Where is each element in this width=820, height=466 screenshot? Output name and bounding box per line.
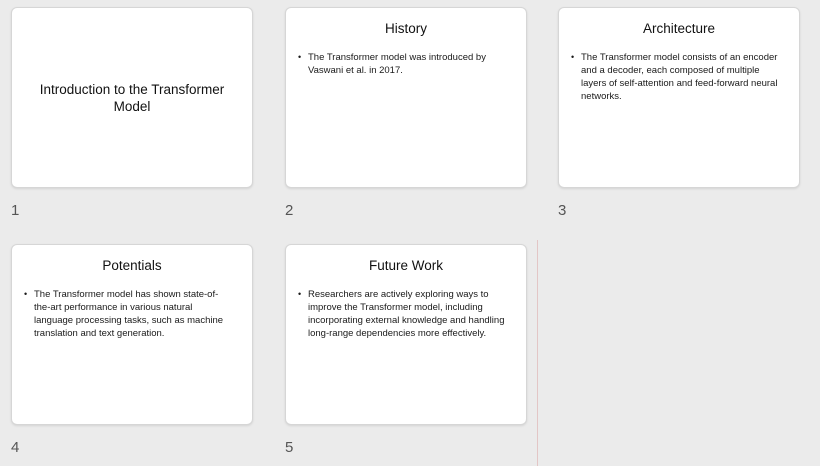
slide-thumbnail-5[interactable]: [285, 244, 527, 425]
insertion-marker: [537, 240, 538, 466]
slide-number: 4: [11, 439, 20, 456]
slide-thumbnail-1[interactable]: [11, 7, 253, 188]
bullet-icon: •: [298, 289, 302, 299]
bullet-item: [300, 288, 506, 340]
slide-title: Architecture: [642, 21, 716, 36]
slide-thumbnail-4[interactable]: [11, 244, 253, 425]
bullet-icon: •: [24, 289, 28, 299]
slide-thumbnail-2[interactable]: [285, 7, 527, 188]
slide-title: History: [384, 21, 427, 36]
bullet-list: [573, 51, 779, 103]
bullet-item: [573, 51, 779, 103]
bullet-item: [300, 51, 506, 77]
slide-number: 3: [558, 202, 567, 219]
bullet-text: The Transformer model was introduced by Vaswani et al. in 2017.: [308, 52, 486, 76]
bullet-icon: •: [571, 52, 575, 62]
bullet-list: [300, 288, 506, 340]
bullet-text: The Transformer model consists of an encoder and a decoder, each composed of multiple layers of self-attention and feed-forward neural networks.: [581, 52, 778, 102]
bullet-list: [26, 288, 232, 340]
slide-title: Introduction to the Transformer Model: [39, 81, 225, 114]
slide-title: Future Work: [368, 258, 444, 273]
slide-thumbnail-3[interactable]: [558, 7, 800, 188]
bullet-text: The Transformer model has shown state-of-the-art performance in various natural language processing tasks, such as machine translation and text generation.: [34, 289, 224, 339]
bullet-icon: •: [298, 52, 302, 62]
slide-number: 1: [11, 202, 20, 219]
slide-title: Potentials: [102, 258, 162, 273]
bullet-text: Researchers are actively exploring ways to improve the Transformer model, including incorporating external knowledge and handling long-range dependencies more effectively.: [308, 289, 505, 339]
slide-number: 5: [285, 439, 294, 456]
slide-number: 2: [285, 202, 294, 219]
bullet-item: [26, 288, 232, 340]
bullet-list: [300, 51, 506, 77]
